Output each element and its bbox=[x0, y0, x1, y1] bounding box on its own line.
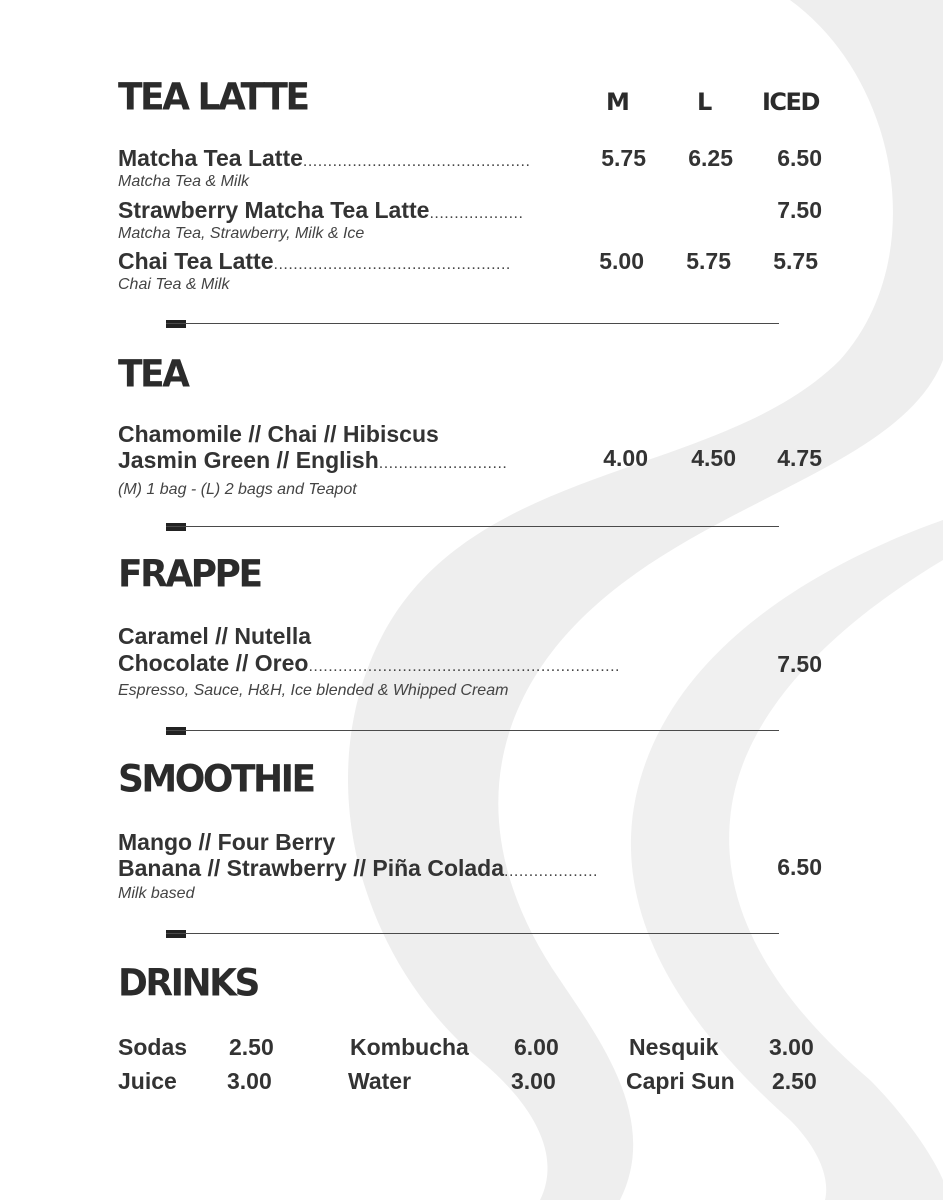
drink-price-sodas: 2.50 bbox=[229, 1034, 274, 1060]
section-divider bbox=[166, 323, 779, 324]
frappe-flavors-line-2 bbox=[118, 650, 620, 677]
section-divider bbox=[166, 526, 779, 527]
item-description: Chai Tea & Milk bbox=[118, 276, 230, 293]
column-header-l: L bbox=[697, 88, 711, 116]
price-m: 5.00 bbox=[599, 248, 644, 274]
leader-dots: ............................................................... bbox=[308, 658, 620, 675]
price-l: 5.75 bbox=[686, 248, 731, 274]
item-name: Banana // Strawberry // Piña Colada bbox=[118, 855, 505, 881]
menu-item-matcha-tea-latte bbox=[118, 145, 530, 172]
section-heading-tea-latte: TEA LATTE bbox=[118, 76, 308, 120]
leader-dots: ................................................ bbox=[273, 256, 511, 273]
item-description: Milk based bbox=[118, 885, 195, 902]
section-heading-frappe: FRAPPE bbox=[118, 553, 261, 597]
price-iced: 7.50 bbox=[777, 197, 822, 223]
drink-price-capri-sun: 2.50 bbox=[772, 1068, 817, 1094]
menu-item-strawberry-matcha-tea-latte bbox=[118, 197, 523, 224]
price: 7.50 bbox=[777, 651, 822, 677]
leader-dots: ................... bbox=[429, 205, 524, 222]
section-heading-smoothie: SMOOTHIE bbox=[118, 758, 314, 802]
price-iced: 5.75 bbox=[773, 248, 818, 274]
price-l: 4.50 bbox=[691, 445, 736, 471]
section-divider bbox=[166, 730, 779, 731]
divider-marker bbox=[166, 320, 186, 328]
divider-marker bbox=[166, 930, 186, 938]
drink-price-juice: 3.00 bbox=[227, 1068, 272, 1094]
item-name: Strawberry Matcha Tea Latte bbox=[118, 197, 430, 223]
drink-price-water: 3.00 bbox=[511, 1068, 556, 1094]
column-header-m: M bbox=[606, 88, 629, 116]
item-description: Matcha Tea & Milk bbox=[118, 173, 250, 190]
price-iced: 4.75 bbox=[777, 445, 822, 471]
drink-name-capri-sun: Capri Sun bbox=[626, 1068, 735, 1094]
column-header-iced: ICED bbox=[762, 88, 819, 116]
drink-name-kombucha: Kombucha bbox=[350, 1034, 469, 1060]
item-name: Jasmin Green // English bbox=[118, 447, 379, 473]
price-m: 4.00 bbox=[603, 445, 648, 471]
drink-price-kombucha: 6.00 bbox=[514, 1034, 559, 1060]
leader-dots: .......................... bbox=[378, 455, 508, 472]
item-description: Matcha Tea, Strawberry, Milk & Ice bbox=[118, 225, 365, 242]
item-description: (M) 1 bag - (L) 2 bags and Teapot bbox=[118, 481, 357, 498]
divider-marker bbox=[166, 523, 186, 531]
leader-dots: ................... bbox=[504, 863, 598, 880]
item-name: Chai Tea Latte bbox=[118, 248, 274, 274]
item-description: Espresso, Sauce, H&H, Ice blended & Whipped Cream bbox=[118, 682, 509, 699]
frappe-flavors-line-1: Caramel // Nutella bbox=[118, 623, 312, 649]
leader-dots: .............................................. bbox=[302, 153, 531, 170]
drink-price-nesquik: 3.00 bbox=[769, 1034, 814, 1060]
item-name: Chocolate // Oreo bbox=[118, 650, 309, 676]
item-name: Matcha Tea Latte bbox=[118, 145, 303, 171]
drink-name-water: Water bbox=[348, 1068, 412, 1094]
tea-flavors-line-1: Chamomile // Chai // Hibiscus bbox=[118, 421, 439, 447]
price: 6.50 bbox=[777, 854, 822, 880]
section-heading-drinks: DRINKS bbox=[118, 962, 258, 1006]
section-divider bbox=[166, 933, 779, 934]
drink-name-sodas: Sodas bbox=[118, 1034, 188, 1060]
section-heading-tea: TEA bbox=[118, 353, 188, 397]
price-l: 6.25 bbox=[688, 145, 733, 171]
price-iced: 6.50 bbox=[777, 145, 822, 171]
price-m: 5.75 bbox=[601, 145, 646, 171]
drink-name-juice: Juice bbox=[118, 1068, 177, 1094]
menu-item-chai-tea-latte bbox=[118, 248, 511, 275]
tea-flavors-line-2 bbox=[118, 447, 507, 474]
drink-name-nesquik: Nesquik bbox=[629, 1034, 719, 1060]
smoothie-flavors-line-1: Mango // Four Berry bbox=[118, 829, 336, 855]
smoothie-flavors-line-2 bbox=[118, 855, 598, 882]
divider-marker bbox=[166, 727, 186, 735]
